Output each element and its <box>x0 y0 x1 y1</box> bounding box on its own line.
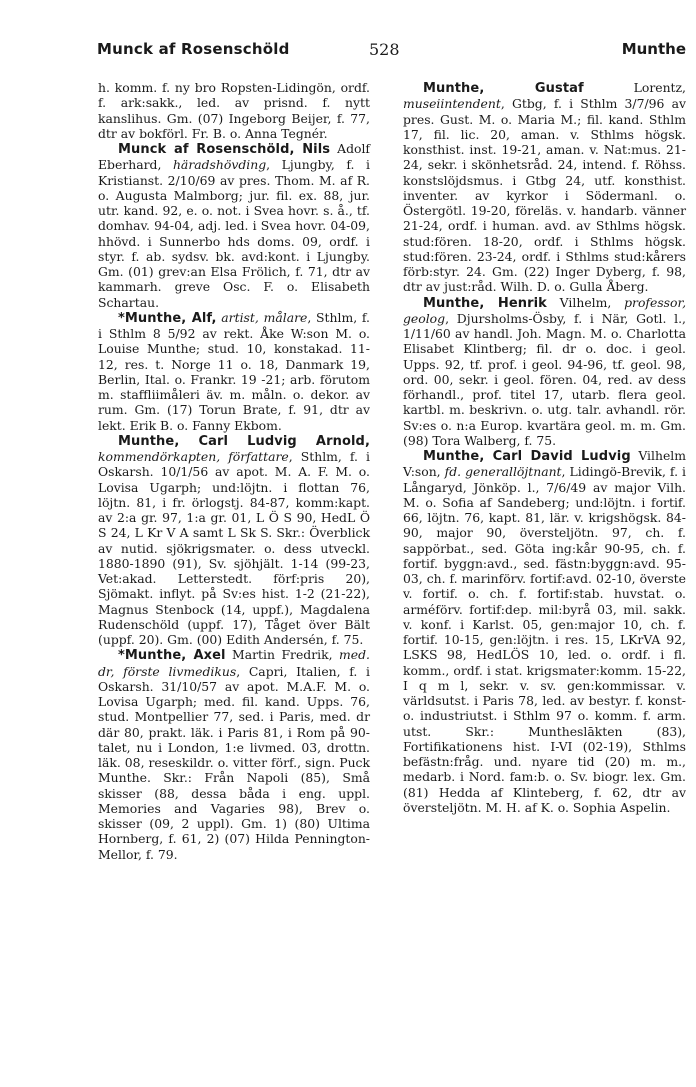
entry-continuation <box>98 80 370 141</box>
entry-given-names: Martin Fredrik, <box>225 647 340 663</box>
entry-ludvig-munthe <box>403 448 686 815</box>
entry-text: , Capri, Italien, f. i Oskarsh. 31/10/57 av apot. M.A.F. M. o. Lovisa Ugarph; med. fil. kand. Upps. 76, stud. Montpellier 77, sed. i Paris, med. dr där 80, prakt. läk. i Paris 81, i Rom på 90-talet, nu i London, 1:e livmed. 03, drottn. läk. 08, reseskildr. o. vitter förf., sign. Puck Munthe. Skr.: Från Napoli (85), Små skisser (88, dessa båda i eng. uppl. Memories and Vagaries 98), Brev o. skisser (09, 2 uppl). Gm. 1) (80) Ultima Hornberg, f. 61, 2) (07) Hilda Pennington-Mellor, f. 79. <box>98 663 370 862</box>
entry-text: , Sthlm, f. i Sthlm 8 5/92 av rekt. Åke W:son M. o. Louise Munthe; stud. 10, konstakad. 11-12, res. t. Norge 11 o. 18, Danmark 19, Berlin, Ital. o. Frankr. 19 -21; arb. förutom m. staffliimåleri äv. m. måln. o. dekor. av rum. Gm. (17) Torun Brate, f. 91, dtr av lekt. Erik B. o. Fanny Ekbom. <box>98 309 370 433</box>
entry-title: artist, målare <box>221 309 308 325</box>
entry-text: h. komm. f. ny bro Ropsten-Lidingön, ordf. f. ark:sakk., led. av prisnd. f. nytt kanslihus. Gm. (07) Ingeborg Beijer, f. 77, dtr av bokförl. Fr. B. o. Anna Tegnér. <box>98 80 370 141</box>
entry-name: Munck af Rosenschöld, Nils <box>118 142 331 157</box>
entry-name: *Munthe, Alf, <box>118 310 217 326</box>
entry-nils-munck <box>98 141 370 310</box>
entry-axel-munthe <box>98 647 370 862</box>
right-column <box>403 80 686 815</box>
page-number: 528 <box>369 40 400 59</box>
entry-name: Munthe, Henrik <box>423 295 547 311</box>
entry-text: , Djursholms-Ösby, f. i När, Gotl. l., 1/11/60 av handl. Joh. Magn. M. o. Charlotta Elisabet Klintberg; fil. dr o. doc. i geol. Upps. 92, tf. prof. i geol. 94-96, tf. geol. 98, ord. 00, sekr. i geol. fören. 04, red. av dess förhandl., prof. titel 17, utarb. flera geol. kartbl. m. beskrivn. o. utg. talr. avhandl. rör. Sv:es o. n:a Europ. kvartära geol. m. m. Gm. (98) Tora Walberg, f. 75. <box>403 310 686 448</box>
entry-title: fd. generallöjtnant <box>444 464 562 480</box>
entry-text: , Gtbg, f. i Sthlm 3/7/96 av pres. Gust. M. o. Maria M.; fil. kand. Sthlm 17, fil. lic. 20, aman. v. Sthlms högsk. konsthist. inst. 19-21, aman. v. Nat:mus. 21-24, sekr. i skönhetsråd. 24, intend. f. Röhss. konstslöjdsmus. i Gtbg 24, utf. konsthist. inventer. av kyrkor i Södermanl. o. Östergötl. 19-20, föreläs. v. handarb. vänner 21-24, ordf. i human. avd. av Sthlms högsk. stud:fören. 18-20, ordf. i Sthlms högsk. stud:fören. 23-24, ordf. i Sthlms stud:kårers förb:styr. 24. Gm. (22) Inger Dyberg, f. 98, dtr av just:råd. Wilh. D. o. Gulla Åberg. <box>403 96 686 295</box>
entry-text: , Lidingö-Brevik, f. i Långaryd, Jönköp. l., 7/6/49 av major Vilh. M. o. Sofia af Sandeberg; und:löjtn. i fortif. 66, löjtn. 76, kapt. 81, lär. v. krigshögsk. 84-90, major 90, översteljötn. 97, ch. f. sappörbat., sed. Göta ing:kår 90-95, ch. f. fortif. byggn:avd., sed. fästn:byggn:avd. 95-03, ch. f. marinförv. fortif:avd. 02-10, överste v. fortif. o. ch. f. fortif:stab. huvstat. o. arméförv. fortif:dep. mil:byrå 03, mil. sakk. v. konf. i Karlst. 05, gen:major 10, ch. f. fortif. 10-15, gen:löjtn. i res. 15, LKrVA 92, LSKS 98, HedLÖS 10, led. o. ordf. i fl. komm., ordf. i stat. krigsmater:komm. 15-22, I q m l, sekr. v. sv. gen:kommissar. v. världsutst. i Paris 78, led. av bestyr. f. konst- o. industriutst. i Sthlm 97 o. komm. f. arm. utst. Skr.: Muntheslākten (83), Fortifikationens hist. I-VI (02-19), Sthlms befästn:fråg. und. nyare tid (20) m. m., medarb. i Nord. fam:b. o. Sv. biogr. lex. Gm. (81) Hedda af Klinteberg, f. 62, dtr av översteljötn. M. H. af K. o. Sophia Aspelin. <box>403 464 686 815</box>
entry-given-names: Adolf Eberhard, <box>98 141 371 173</box>
entry-title: häradshövding <box>172 157 267 173</box>
entry-given-names: Vilhelm V:son, <box>403 448 686 480</box>
running-head-left: Munck af Rosenschöld <box>97 40 290 58</box>
entry-alf-munthe <box>98 310 370 433</box>
entry-title: med. dr, förste livmedikus <box>98 647 370 679</box>
entry-given-names: Lorentz, <box>583 80 686 95</box>
entry-name: *Munthe, Axel <box>118 648 226 664</box>
entry-gustaf-munthe <box>403 80 686 295</box>
entry-title: museiintendent <box>403 96 501 112</box>
left-column <box>98 80 370 862</box>
entry-given-names: Vilhelm, <box>546 294 625 310</box>
entry-text: , Sthlm, f. i Oskarsh. 10/1/56 av apot. M. A. F. M. o. Lovisa Ugarph; und:löjtn. i flottan 76, löjtn. 81, i fr. örlogstj. 84-87, komm:kapt. av 2:a gr. 97, 1:a gr. 01, L Ö S 90, HedL Ö S 24, L Kr V A samt L Sk S. Skr.: Överblick av nutid. sjökrigsmater. o. dess utveckl. 1880-1890 (91), Sv. sjöhjält. 1-14 (99-23, Vet:akad. Letterstedt. förf:pris 20), Sjömakt. inflyt. på Sv:es hist. 1-2 (21-22), Magnus Stenbock (14, uppf.), Magdalena Rudenschöld (uppf. 17), Tåget över Bält (uppf. 20). Gm. (00) Edith Andersén, f. 75. <box>98 449 370 647</box>
page-header <box>97 40 686 64</box>
entry-henrik-munthe <box>403 295 686 449</box>
entry-arnold-munthe <box>98 433 370 648</box>
running-head-right: Munthe <box>621 40 686 58</box>
entry-title: professor, geolog <box>403 294 687 326</box>
entry-name: Munthe, Gustaf <box>423 81 584 96</box>
entry-name: Munthe, Carl David Ludvig <box>423 449 631 464</box>
entry-name: Munthe, Carl Ludvig Arnold, <box>118 433 370 449</box>
entry-text: , Ljungby, f. i Kristianst. 2/10/69 av pres. Thom. M. af R. o. Augusta Malmborg; jur. fil. ex. 88, jur. utr. kand. 92, e. o. not. i Svea hovr. s. å., tf. domhav. 94-04, adj. led. i Svea hovr. 04-09, hhövd. i Sunnerbo hds doms. 09, ordf. i styr. f. ab. sydsv. bk. avd:kont. i Ljungby. Gm. (01) grev:an Elsa Frölich, f. 71, dtr av kammarh. greve Osc. F. o. Elisabeth Schartau. <box>98 157 370 310</box>
entry-title: kommendörkapten, författare <box>98 449 289 464</box>
